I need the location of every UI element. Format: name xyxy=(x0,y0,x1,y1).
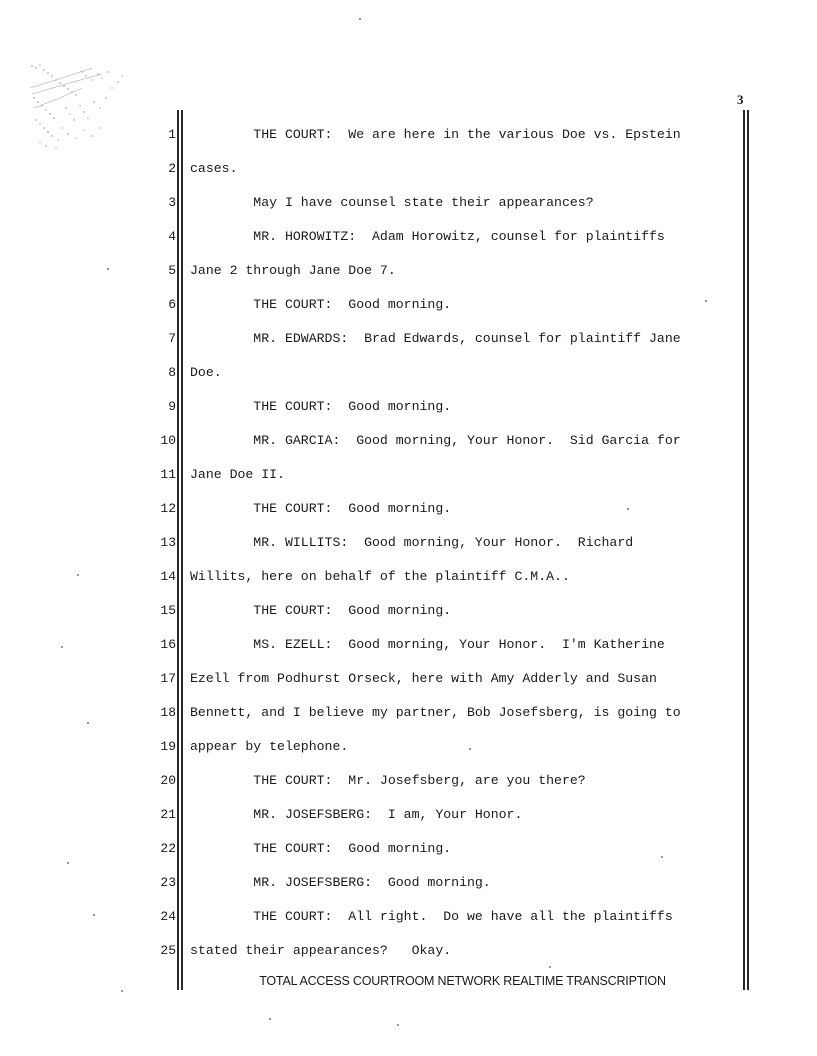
scan-speck xyxy=(627,508,629,510)
line-number: 18 xyxy=(160,705,176,720)
transcript-line: Ezell from Podhurst Orseck, here with Amy Adderly and Susan xyxy=(190,671,657,686)
left-margin-rule xyxy=(181,110,183,990)
transcript-line: Bennett, and I believe my partner, Bob Josefsberg, is going to xyxy=(190,705,681,720)
transcript-line: MR. HOROWITZ: Adam Horowitz, counsel for plaintiffs xyxy=(190,229,665,244)
line-number: 16 xyxy=(160,637,176,652)
scan-speck xyxy=(87,722,89,724)
right-margin-rule xyxy=(743,110,745,990)
line-number: 2 xyxy=(168,161,176,176)
line-number: 23 xyxy=(160,875,176,890)
line-number: 5 xyxy=(168,263,176,278)
transcript-line: MR. WILLITS: Good morning, Your Honor. Richard xyxy=(190,535,634,550)
scan-speck xyxy=(61,646,63,648)
line-number: 25 xyxy=(160,943,176,958)
line-number: 19 xyxy=(160,739,176,754)
line-number: 14 xyxy=(160,569,176,584)
line-number: 11 xyxy=(160,467,176,482)
transcript-line: THE COURT: Mr. Josefsberg, are you there? xyxy=(190,773,586,788)
line-number: 15 xyxy=(160,603,176,618)
transcript-line: THE COURT: Good morning. xyxy=(190,841,452,856)
scan-speck xyxy=(661,856,663,858)
line-number: 20 xyxy=(160,773,176,788)
line-number: 22 xyxy=(160,841,176,856)
scan-speck xyxy=(269,1018,271,1020)
scan-speck xyxy=(67,862,69,864)
scan-speck xyxy=(93,914,95,916)
line-number: 9 xyxy=(168,399,176,414)
scan-speck xyxy=(549,966,551,968)
scan-speck xyxy=(397,1024,399,1026)
transcript-line: May I have counsel state their appearances? xyxy=(190,195,594,210)
scan-speck xyxy=(77,574,79,576)
transcript-line: THE COURT: We are here in the various Doe vs. Epstein xyxy=(190,127,681,142)
transcript-line: stated their appearances? Okay. xyxy=(190,943,452,958)
transcript-line: MR. JOSEFSBERG: Good morning. xyxy=(190,875,491,890)
transcript-line: THE COURT: All right. Do we have all the plaintiffs xyxy=(190,909,673,924)
transcript-line: MR. GARCIA: Good morning, Your Honor. Sid Garcia for xyxy=(190,433,681,448)
line-number: 3 xyxy=(168,195,176,210)
transcript-line: cases. xyxy=(190,161,238,176)
scan-speck xyxy=(107,268,109,270)
line-number: 13 xyxy=(160,535,176,550)
line-number: 7 xyxy=(168,331,176,346)
transcript-line: THE COURT: Good morning. xyxy=(190,501,452,516)
transcript-line: THE COURT: Good morning. xyxy=(190,399,452,414)
line-number: 1 xyxy=(168,127,176,142)
transcript-line: Jane 2 through Jane Doe 7. xyxy=(190,263,396,278)
line-number: 24 xyxy=(160,909,176,924)
transcript-line: MR. JOSEFSBERG: I am, Your Honor. xyxy=(190,807,523,822)
scan-speck xyxy=(469,748,471,750)
transcript-line: Willits, here on behalf of the plaintiff C.M.A.. xyxy=(190,569,570,584)
transcript-line: appear by telephone. xyxy=(190,739,349,754)
line-number: 6 xyxy=(168,297,176,312)
transcript-line: MS. EZELL: Good morning, Your Honor. I'm Katherine xyxy=(190,637,665,652)
line-number: 21 xyxy=(160,807,176,822)
line-number: 17 xyxy=(160,671,176,686)
scan-speck xyxy=(705,300,707,302)
scan-artifact-mark xyxy=(22,58,132,158)
transcript-line: Jane Doe II. xyxy=(190,467,285,482)
line-number: 8 xyxy=(168,365,176,380)
line-number: 10 xyxy=(160,433,176,448)
line-number: 4 xyxy=(168,229,176,244)
page-footer: TOTAL ACCESS COURTROOM NETWORK REALTIME TRANSCRIPTION xyxy=(259,974,666,988)
line-number: 12 xyxy=(160,501,176,516)
transcript-line: THE COURT: Good morning. xyxy=(190,603,452,618)
scan-speck xyxy=(359,18,361,20)
transcript-line: MR. EDWARDS: Brad Edwards, counsel for plaintiff Jane xyxy=(190,331,681,346)
transcript-line: Doe. xyxy=(190,365,222,380)
right-margin-rule xyxy=(747,110,749,990)
left-margin-rule xyxy=(177,110,179,990)
transcript-line: THE COURT: Good morning. xyxy=(190,297,452,312)
scan-speck xyxy=(121,990,123,992)
page-number: 3 xyxy=(737,92,744,107)
